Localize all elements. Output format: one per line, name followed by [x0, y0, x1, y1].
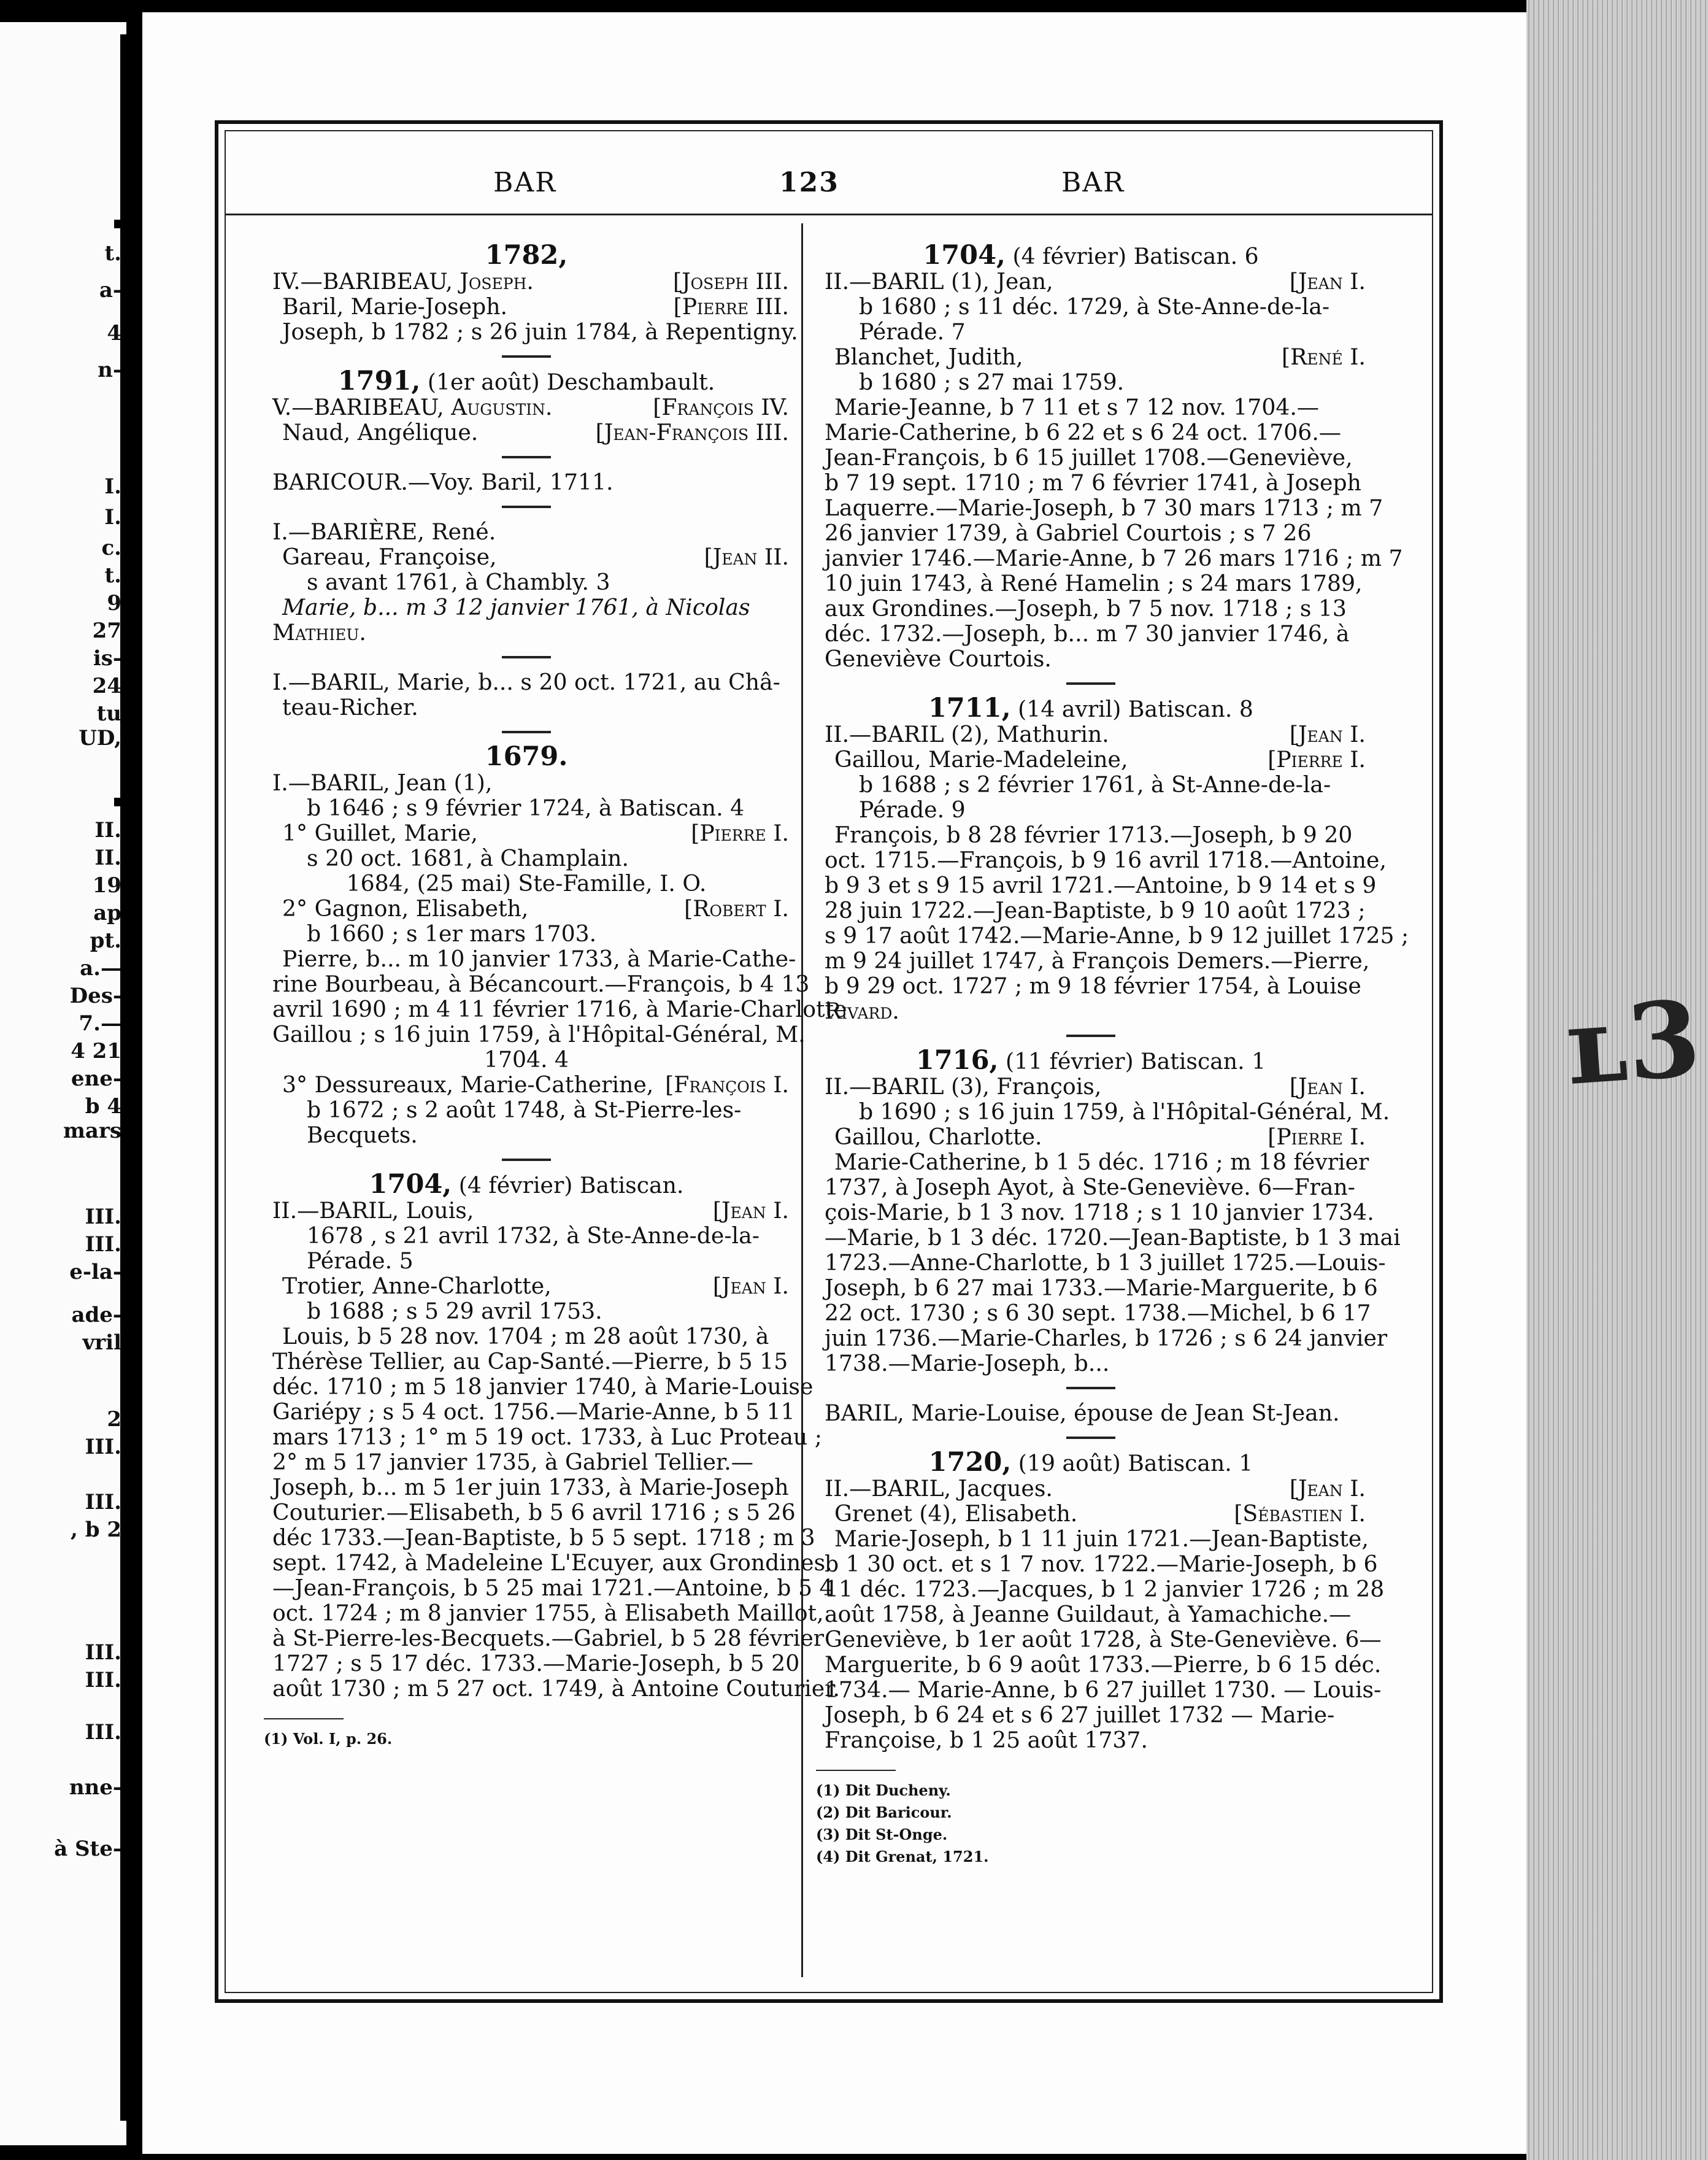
edge-handwriting: ʟ3 [1559, 977, 1704, 1109]
left-page-fragment: b 4 [85, 1094, 121, 1119]
text-line: Gaillou ; s 16 juin 1759, à l'Hôpital-Général, M. [272, 1021, 806, 1047]
text-line: BARICOUR.—Voy. Baril, 1711. [272, 469, 614, 495]
left-page-fragment: t. [104, 563, 121, 588]
entry-separator [1066, 1387, 1115, 1389]
footnote: (1) Dit Ducheny. [816, 1781, 951, 1799]
text-line: Joseph, b 1782 ; s 26 juin 1784, à Repentigny. [282, 318, 798, 345]
left-page-fragment: III. [85, 1205, 121, 1229]
footnote: (4) Dit Grenat, 1721. [816, 1848, 989, 1865]
text-line: b 1660 ; s 1er mars 1703. [307, 920, 597, 947]
left-page-fragment: II. [94, 846, 121, 870]
text-line: Becquets. [307, 1122, 418, 1148]
entry-separator [502, 355, 551, 358]
text-line: —Marie, b 1 3 déc. 1720.—Jean-Baptiste, b 1 3 mai [825, 1224, 1401, 1251]
dictionary-page [142, 12, 1526, 2154]
binding-tick [114, 798, 126, 806]
text-line: aux Grondines.—Joseph, b 7 5 nov. 1718 ; s 13 [825, 595, 1347, 622]
text-line: 1723.—Anne-Charlotte, b 1 3 juillet 1725.—Louis- [825, 1249, 1386, 1276]
text-line: déc. 1710 ; m 5 18 janvier 1740, à Marie-Louise [272, 1373, 814, 1400]
left-page-fragment: is- [93, 646, 121, 671]
text-line: 1727 ; s 5 17 déc. 1733.—Marie-Joseph, b 5 20 [272, 1650, 800, 1676]
left-page-fragment: mars [63, 1119, 121, 1143]
left-page-fragment: III. [85, 1232, 121, 1257]
text-line: Marie-Jeanne, b 7 11 et s 7 12 nov. 1704.— [834, 394, 1320, 420]
text-line: m 9 24 juillet 1747, à François Demers.—Pierre, [825, 947, 1370, 974]
text-line: b 1688 ; s 2 février 1761, à St-Anne-de-la- [859, 771, 1331, 798]
text-line: s avant 1761, à Chambly. 3 [307, 569, 610, 595]
text-line: Pierre, b... m 10 janvier 1733, à Marie-Cathe- [282, 946, 796, 972]
left-page-fragment: c. [101, 536, 121, 560]
header-rule [226, 214, 1432, 215]
year-heading: 1704, (4 février) Batiscan. [369, 1169, 684, 1200]
text-line: b 1688 ; s 5 29 avril 1753. [307, 1298, 602, 1324]
spouse-line: Baril, Marie-Joseph. [Pierre III. [282, 293, 789, 320]
footnote: (1) Vol. I, p. 26. [264, 1730, 393, 1748]
text-line: s 9 17 août 1742.—Marie-Anne, b 9 12 juillet 1725 ; [825, 922, 1409, 949]
spouse-line: Grenet (4), Elisabeth. [Sébastien I. [834, 1500, 1366, 1527]
text-line: Geneviève, b 1er août 1728, à Ste-Geneviève. 6— [825, 1626, 1382, 1653]
footnote-rule [264, 1718, 344, 1719]
text-line: à St-Pierre-les-Becquets.—Gabriel, b 5 28 février [272, 1625, 825, 1651]
entry-line: II.—BARIL (1), Jean, [Jean I. [825, 268, 1366, 295]
text-line: janvier 1746.—Marie-Anne, b 7 26 mars 1716 ; m 7 [825, 545, 1403, 571]
spouse-line: Blanchet, Judith, [René I. [834, 344, 1366, 370]
entry-line: II.—BARIL, Jacques. [Jean I. [825, 1475, 1366, 1502]
text-line: Joseph, b 6 24 et s 6 27 juillet 1732 — Marie- [825, 1702, 1335, 1728]
spouse-line: Trotier, Anne-Charlotte, [Jean I. [282, 1273, 789, 1299]
text-line: s 20 oct. 1681, à Champlain. [307, 845, 629, 871]
text-line: 26 janvier 1739, à Gabriel Courtois ; s 7 26 [825, 520, 1312, 546]
left-page-fragment: 9 [107, 591, 121, 615]
spouse-line: Gaillou, Charlotte. [Pierre I. [834, 1124, 1366, 1150]
left-page-fragment: ade- [71, 1303, 121, 1327]
text-line: b 1 30 oct. et s 1 7 nov. 1722.—Marie-Joseph, b 6 [825, 1551, 1378, 1577]
text-line: b 1690 ; s 16 juin 1759, à l'Hôpital-Général, M. [859, 1098, 1390, 1125]
text-line: b 7 19 sept. 1710 ; m 7 6 février 1741, à Joseph [825, 469, 1361, 496]
left-page-fragment: vril [82, 1330, 121, 1355]
right-column [816, 236, 1409, 1868]
text-line: Pérade. 9 [859, 796, 966, 823]
text-line: Marie-Joseph, b 1 11 juin 1721.—Jean-Baptiste, [834, 1526, 1369, 1552]
year-heading: 1704, (4 février) Batiscan. 6 [923, 240, 1259, 271]
left-page-fragment: II. [94, 818, 121, 843]
left-page-fragment: 4 [107, 321, 121, 345]
entry-separator [1066, 1437, 1115, 1439]
text-line: 1704. 4 [483, 1046, 569, 1073]
entry-separator [1066, 682, 1115, 685]
entry-separator [1066, 1035, 1115, 1037]
text-line: Gariépy ; s 5 4 oct. 1756.—Marie-Anne, b 5 11 [272, 1398, 795, 1425]
text-line: Marie-Catherine, b 6 22 et s 6 24 oct. 1706.— [825, 419, 1342, 446]
text-line: 11 déc. 1723.—Jacques, b 1 2 janvier 1726 ; m 28 [825, 1576, 1385, 1602]
text-line: 28 juin 1722.—Jean-Baptiste, b 9 10 août 1723 ; [825, 897, 1366, 924]
spouse-line: Gaillou, Marie-Madeleine, [Pierre I. [834, 746, 1366, 773]
left-page-fragment: ene- [71, 1066, 121, 1091]
text-line: —Jean-François, b 5 25 mai 1721.—Antoine, b 5 4 [272, 1575, 834, 1601]
running-head-right: BAR [1061, 167, 1125, 198]
text-line: Pérade. 5 [307, 1248, 414, 1274]
spouse-line: 1° Guillet, Marie, [Pierre I. [282, 820, 789, 846]
left-page-fragment: III. [85, 1640, 121, 1665]
entry-line: IV.—BARIBEAU, Joseph. [Joseph III. [272, 268, 789, 295]
footnote-rule [816, 1770, 896, 1771]
text-line: b 1680 ; s 11 déc. 1729, à Ste-Anne-de-la- [859, 293, 1330, 320]
text-line: Louis, b 5 28 nov. 1704 ; m 28 août 1730, à [282, 1323, 769, 1349]
text-line: 22 oct. 1730 ; s 6 30 sept. 1738.—Michel, b 6 17 [825, 1300, 1371, 1326]
text-line: Laquerre.—Marie-Joseph, b 7 30 mars 1713 ; m 7 [825, 495, 1383, 521]
page-edge-stack [1526, 0, 1708, 2160]
text-line: Marie, b... m 3 12 janvier 1761, à Nicolas [282, 594, 750, 620]
left-page-fragment: I. [104, 505, 121, 530]
spouse-line: Naud, Angélique. [Jean-François III. [282, 419, 789, 446]
footnote: (3) Dit St-Onge. [816, 1826, 948, 1843]
left-page-fragment: a.— [80, 956, 121, 981]
text-line: 1737, à Joseph Ayot, à Ste-Geneviève. 6—Fran- [825, 1174, 1356, 1200]
text-line: b 9 3 et s 9 15 avril 1721.—Antoine, b 9 14 et s 9 [825, 872, 1377, 898]
text-line: déc 1733.—Jean-Baptiste, b 5 5 sept. 1718 ; m 3 [272, 1524, 815, 1551]
entry-separator [502, 731, 551, 733]
text-line: 10 juin 1743, à René Hamelin ; s 24 mars 1789, [825, 570, 1363, 596]
text-line: 1678 , s 21 avril 1732, à Ste-Anne-de-la- [307, 1222, 760, 1249]
text-line: Couturier.—Elisabeth, b 5 6 avril 1716 ; s 5 26 [272, 1499, 796, 1526]
text-line: août 1758, à Jeanne Guildaut, à Yamachiche.— [825, 1601, 1352, 1627]
left-page-fragment: ap [93, 901, 121, 925]
text-line: I.—BARIL, Jean (1), [272, 770, 493, 796]
left-page-fragment: 4 21 [71, 1039, 121, 1063]
running-head-left: BAR [493, 167, 557, 198]
year-heading: 1791, (1er août) Deschambault. [337, 366, 715, 396]
entry-separator [502, 656, 551, 658]
text-line: Joseph, b 6 27 mai 1733.—Marie-Marguerite, b 6 [825, 1275, 1378, 1301]
left-page-fragment: e-la- [69, 1260, 121, 1284]
text-line: BARIL, Marie-Louise, épouse de Jean St-Jean. [825, 1400, 1340, 1426]
entry-line: V.—BARIBEAU, Augustin. [François IV. [272, 394, 789, 420]
left-page-fragment: III. [85, 1720, 121, 1745]
spouse-line: 2° Gagnon, Elisabeth, [Robert I. [282, 895, 789, 922]
text-line: Rivard. [825, 998, 899, 1024]
spouse-line: Gareau, Françoise, [Jean II. [282, 544, 789, 570]
left-page-fragment: tu [96, 701, 121, 726]
year-heading: 1782, [485, 240, 568, 271]
left-page-fragment: 27 [92, 619, 121, 643]
entry-line: II.—BARIL (2), Mathurin. [Jean I. [825, 721, 1366, 747]
left-page-fragment: III. [85, 1435, 121, 1459]
text-line: Joseph, b... m 5 1er juin 1733, à Marie-Joseph [272, 1474, 789, 1500]
left-page-fragment: 7.— [79, 1011, 121, 1036]
left-page-fragment: III. [85, 1668, 121, 1692]
text-line: b 1646 ; s 9 février 1724, à Batiscan. 4 [307, 795, 745, 821]
text-line: mars 1713 ; 1° m 5 19 oct. 1733, à Luc Proteau ; [272, 1424, 822, 1450]
left-page-fragment: à Ste- [54, 1837, 121, 1861]
left-page-fragment: 19 [92, 873, 121, 898]
left-page-fragment: I. [104, 474, 121, 499]
text-line: teau-Richer. [282, 694, 418, 720]
text-line: déc. 1732.—Joseph, b... m 7 30 janvier 1746, à [825, 620, 1350, 647]
text-line: çois-Marie, b 1 3 nov. 1718 ; s 1 10 janvier 1734. [825, 1199, 1374, 1225]
spouse-line: 3° Dessureaux, Marie-Catherine, [François I. [282, 1071, 789, 1098]
text-line: Thérèse Tellier, au Cap-Santé.—Pierre, b 5 15 [272, 1348, 788, 1375]
left-facing-page [0, 22, 126, 2145]
entry-separator [502, 506, 551, 508]
text-line: Marie-Catherine, b 1 5 déc. 1716 ; m 18 février [834, 1149, 1369, 1175]
left-page-fragment: 2 [107, 1407, 121, 1432]
footnote: (2) Dit Baricour. [816, 1803, 952, 1821]
text-line: b 9 29 oct. 1727 ; m 9 18 février 1754, à Louise [825, 973, 1361, 999]
text-line: avril 1690 ; m 4 11 février 1716, à Marie-Charlotte [272, 996, 847, 1022]
year-heading: 1679. [485, 741, 568, 772]
left-page-fragment: nne- [69, 1775, 121, 1800]
text-line: Françoise, b 1 25 août 1737. [825, 1727, 1148, 1753]
entry-separator [502, 1159, 551, 1161]
entry-line: II.—BARIL (3), François, [Jean I. [825, 1073, 1366, 1100]
text-line: b 1672 ; s 2 août 1748, à St-Pierre-les- [307, 1097, 742, 1123]
entry-line: II.—BARIL, Louis, [Jean I. [272, 1197, 789, 1224]
text-line: oct. 1724 ; m 8 janvier 1755, à Elisabeth Maillot, [272, 1600, 824, 1626]
left-page-fragment: UD, [79, 726, 121, 750]
text-line: b 1680 ; s 27 mai 1759. [859, 369, 1125, 395]
text-line: 1684, (25 mai) Ste-Famille, I. O. [346, 870, 707, 897]
text-line: I.—BARIÈRE, René. [272, 519, 496, 545]
text-line: août 1730 ; m 5 27 oct. 1749, à Antoine Couturier. [272, 1675, 840, 1702]
year-heading: 1720, (19 août) Batiscan. 1 [928, 1447, 1253, 1478]
entry-separator [502, 456, 551, 458]
year-heading: 1711, (14 avril) Batiscan. 8 [928, 693, 1253, 723]
binding-tick [114, 220, 126, 228]
left-page-fragment: 24 [92, 674, 121, 698]
left-page-fragment: n- [98, 358, 121, 382]
text-line: Pérade. 7 [859, 318, 966, 345]
page-frame [215, 120, 1443, 2003]
text-line: oct. 1715.—François, b 9 16 avril 1718.—Antoine, [825, 847, 1387, 873]
text-line: I.—BARIL, Marie, b... s 20 oct. 1721, au Châ- [272, 669, 780, 695]
left-column [264, 236, 847, 1750]
text-line: juin 1736.—Marie-Charles, b 1726 ; s 6 24 janvier [825, 1325, 1388, 1351]
text-line: François, b 8 28 février 1713.—Joseph, b 9 20 [834, 822, 1353, 848]
text-line: Marguerite, b 6 9 août 1733.—Pierre, b 6 15 déc. [825, 1651, 1382, 1678]
column-rule [801, 223, 803, 1977]
page-number: 123 [779, 167, 839, 198]
text-line: sept. 1742, à Madeleine L'Ecuyer, aux Grondines. [272, 1549, 833, 1576]
left-page-fragment: Des- [69, 984, 121, 1008]
text-line: Mathieu. [272, 619, 366, 646]
left-page-fragment: pt. [90, 928, 121, 953]
left-page-fragment: t. [104, 241, 121, 266]
text-line: Jean-François, b 6 15 juillet 1708.—Geneviève, [825, 444, 1353, 471]
left-page-fragment: a- [99, 278, 121, 303]
text-line: Geneviève Courtois. [825, 646, 1052, 672]
text-line: rine Bourbeau, à Bécancourt.—François, b 4 13 [272, 971, 810, 997]
year-heading: 1716, (11 février) Batiscan. 1 [915, 1045, 1266, 1076]
text-line: 2° m 5 17 janvier 1735, à Gabriel Tellier.— [272, 1449, 753, 1475]
left-page-fragment: III. [85, 1490, 121, 1514]
left-page-fragment: , b 2 [71, 1518, 121, 1542]
text-line: 1734.— Marie-Anne, b 6 27 juillet 1730. — Louis- [825, 1676, 1382, 1703]
text-line: 1738.—Marie-Joseph, b... [825, 1350, 1110, 1376]
